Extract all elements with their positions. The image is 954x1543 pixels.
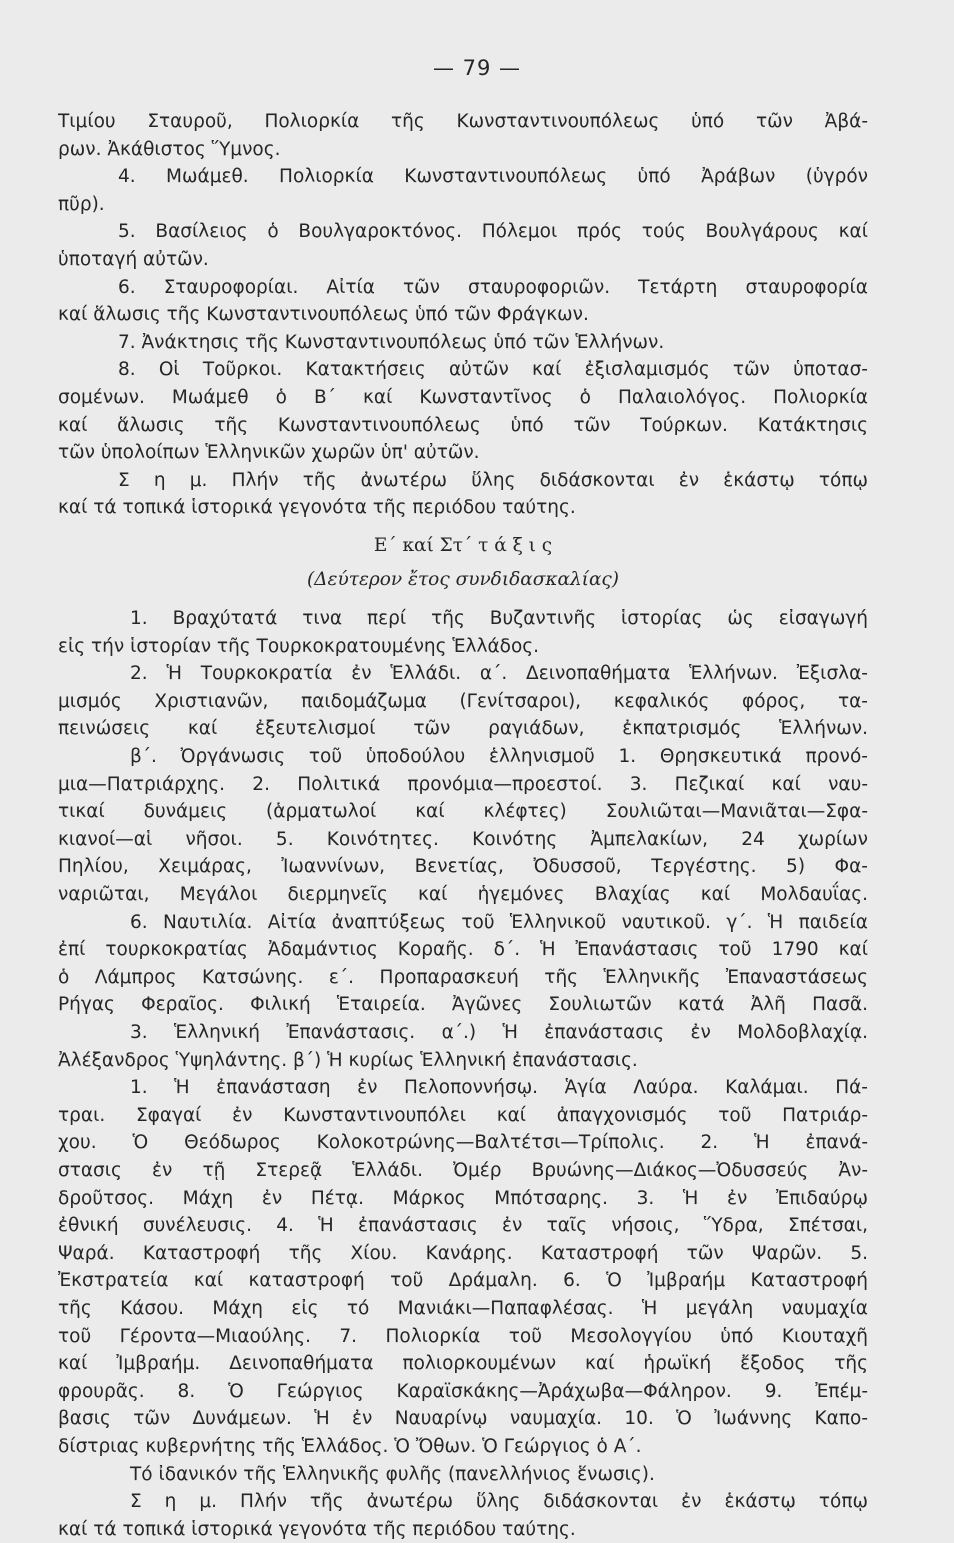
text-line: 6. Ναυτιλία. Αἰτία ἀναπτύξεως τοῦ Ἑλληνικοῦ ναυτικοῦ. γ΄. Ἡ παιδεία (130, 911, 868, 933)
text-line: καί Ἰμβραήμ. Δεινοπαθήματα πολιορκουμένων καί ἡρωϊκή ἔξοδος τῆς (58, 1353, 868, 1375)
text-line: Σ η μ. Πλήν τῆς ἀνωτέρω ὕλης διδάσκονται ἐν ἑκάστῳ τόπῳ (130, 1491, 868, 1513)
text-line: 6. Σταυροφορίαι. Αἰτία τῶν σταυροφοριῶν. Τετάρτη σταυροφορία (118, 276, 868, 298)
text-line: στασις ἐν τῇ Στερεᾷ Ἑλλάδι. Ὀμέρ Βρυώνης—Διάκος—Ὀδυσσεύς Ἀν- (58, 1159, 868, 1181)
text-line: ἐθνική συνέλευσις. 4. Ἡ ἐπανάστασις ἐν ταῖς νήσοις, Ὕδρα, Σπέτσαι, (58, 1215, 868, 1237)
text-line: Πηλίου, Χειμάρας, Ἰωαννίνων, Βενετίας, Ὀδυσσοῦ, Τεργέστης. 5) Φα- (58, 856, 868, 878)
text-line: 3. Ἑλληνική Ἐπανάστασις. α΄.) Ἡ ἐπανάστασις ἐν Μολδοβλαχίᾳ. (130, 1022, 868, 1043)
text-line: κιανοί—αἱ νῆσοι. 5. Κοινότητες. Κοινότης Ἀμπελακίων, 24 χωρίων (58, 828, 868, 850)
text-line: φρουρᾶς. 8. Ὁ Γεώργιος Καραϊσκάκης—Ἀράχωβα—Φάληρον. 9. Ἐπέμ- (58, 1380, 868, 1402)
text-line: 2. Ἡ Τουρκοκρατία ἐν Ἑλλάδι. α΄. Δεινοπαθήματα Ἑλλήνων. Ἐξισλα- (130, 663, 868, 685)
text-line: πῦρ). (58, 193, 105, 215)
section-heading: Ε΄ καί Στ΄ τ ά ξ ι ς (373, 534, 553, 556)
text-line: τοῦ Γέροντα—Μιαούλης. 7. Πολιορκία τοῦ Μεσολογγίου ὑπό Κιουταχῆ (58, 1325, 868, 1347)
text-line: Ἀλέξανδρος Ὑψηλάντης. β΄) Ἡ κυρίως Ἑλληνική ἐπανάστασις. (58, 1049, 638, 1071)
text-line: 1. Ἡ ἐπανάσταση ἐν Πελοποννήσῳ. Ἁγία Λαύρα. Καλάμαι. Πά- (130, 1077, 868, 1099)
text-line: μια—Πατριάρχης. 2. Πολιτικά προνόμια—προεστοί. 3. Πεζικαί καί ναυ- (58, 773, 868, 795)
text-line: καί τά τοπικά ἱστορικά γεγονότα τῆς περιόδου ταύτης. (58, 497, 576, 519)
text-line: μισμός Χριστιανῶν, παιδομάζωμα (Γενίτσαροι), κεφαλικός φόρος, τα- (58, 690, 868, 712)
text-line: τραι. Σφαγαί ἐν Κωνσταντινουπόλει καί ἀπαγχονισμός τοῦ Πατριάρ- (58, 1104, 868, 1126)
text-line: ναριῶται, Μεγάλοι διερμηνεῖς καί ἡγεμόνες Βλαχίας καί Μολδαυΐας. (58, 884, 868, 906)
text-line: 7. Ἀνάκτησις τῆς Κωνσταντινουπόλεως ὑπό τῶν Ἑλλήνων. (118, 331, 665, 353)
text-line: Ψαρά. Καταστροφή τῆς Χίου. Κανάρης. Καταστροφή τῶν Ψαρῶν. 5. (58, 1242, 868, 1264)
page-number: — 79 — (432, 56, 522, 80)
text-line: τῆς Κάσου. Μάχη εἰς τό Μανιάκι—Παπαφλέσας. Ἡ μεγάλη ναυμαχία (58, 1297, 868, 1319)
text-line: σομένων. Μωάμεθ ὁ Β΄ καί Κωνσταντῖνος ὁ Παλαιολόγος. Πολιορκία (58, 386, 868, 408)
text-line: β΄. Ὀργάνωσις τοῦ ὑποδούλου ἑλληνισμοῦ 1. Θρησκευτικά προνό- (130, 746, 868, 768)
text-line: χου. Ὁ Θεόδωρος Κολοκοτρώνης—Βαλτέτσι—Τρίπολις. 2. Ἡ ἐπανά- (58, 1132, 868, 1154)
text-line: ὁ Λάμπρος Κατσώνης. ε΄. Προπαρασκευή τῆς Ἑλληνικῆς Ἐπαναστάσεως (58, 966, 868, 988)
text-line: ρων. Ἀκάθιστος Ὕμνος. (58, 138, 281, 160)
text-line: ἐπί τουρκοκρατίας Ἀδαμάντιος Κοραῆς. δ΄. Ἡ Ἐπανάστασις τοῦ 1790 καί (58, 939, 868, 961)
text-line: βασις τῶν Δυνάμεων. Ἡ ἐν Ναυαρίνῳ ναυμαχία. 10. Ὁ Ἰωάννης Καπο- (58, 1408, 868, 1430)
text-line: καί ἅλωσις τῆς Κωνσταντινουπόλεως ὑπό τῶν Φράγκων. (58, 304, 589, 326)
text-line: 1. Βραχύτατά τινα περί τῆς Βυζαντινῆς ἱστορίας ὡς εἰσαγωγή (130, 608, 868, 630)
text-line: Τό ἰδανικόν τῆς Ἑλληνικῆς φυλῆς (πανελλήνιος ἕνωσις). (130, 1463, 655, 1485)
text-line: Ἐκστρατεία καί καταστροφή τοῦ Δράμαλη. 6. Ὁ Ἰμβραήμ Καταστροφή (58, 1270, 868, 1292)
text-line: 4. Μωάμεθ. Πολιορκία Κωνσταντινουπόλεως ὑπό Ἀράβων (ὑγρόν (118, 166, 868, 188)
text-line: πεινώσεις καί ἐξευτελισμοί τῶν ραγιάδων, ἐκπατρισμός Ἑλλήνων. (58, 718, 868, 740)
text-line: καί ἅλωσις τῆς Κωνσταντινουπόλεως ὑπό τῶν Τούρκων. Κατάκτησις (58, 414, 868, 436)
text-line: Ρήγας Φεραῖος. Φιλική Ἑταιρεία. Ἀγῶνες Σουλιωτῶν κατά Ἀλῆ Πασᾶ. (58, 994, 868, 1016)
text-line: Τιμίου Σταυροῦ, Πολιορκία τῆς Κωνσταντινουπόλεως ὑπό τῶν Ἀβά- (58, 111, 868, 132)
text-line: δροῦτσος. Μάχη ἐν Πέτᾳ. Μάρκος Μπότσαρης. 3. Ἡ ἐν Ἐπιδαύρῳ (58, 1187, 868, 1209)
page-body (58, 108, 868, 1543)
text-line: 5. Βασίλειος ὁ Βουλγαροκτόνος. Πόλεμοι πρός τούς Βουλγάρους καί (118, 221, 868, 243)
text-line: τικαί δυνάμεις (ἁρματωλοί καί κλέφτες) Σουλιῶται—Μανιᾶται—Σφα- (58, 801, 868, 823)
text-line: 8. Οἱ Τοῦρκοι. Κατακτήσεις αὐτῶν καί ἐξισλαμισμός τῶν ὑποτασ- (118, 359, 868, 381)
text-line: τῶν ὑπολοίπων Ἑλληνικῶν χωρῶν ὑπ' αὐτῶν. (58, 442, 480, 464)
text-line: δίστριας κυβερνήτης τῆς Ἑλλάδος. Ὁ Ὄθων. Ὁ Γεώργιος ὁ Α΄. (58, 1435, 642, 1457)
text-line: Σ η μ. Πλήν τῆς ἀνωτέρω ὕλης διδάσκονται ἐν ἑκάστῳ τόπῳ (118, 469, 868, 491)
section-subheading: (Δεύτερον ἔτος συνδιδασκαλίας) (306, 568, 620, 590)
text-line: ὑποταγή αὐτῶν. (58, 248, 209, 270)
text-line: εἰς τήν ἱστορίαν τῆς Τουρκοκρατουμένης Ἑλλάδος. (58, 635, 540, 657)
text-line: καί τά τοπικά ἱστορικά γεγονότα τῆς περιόδου ταύτης. (58, 1518, 576, 1540)
